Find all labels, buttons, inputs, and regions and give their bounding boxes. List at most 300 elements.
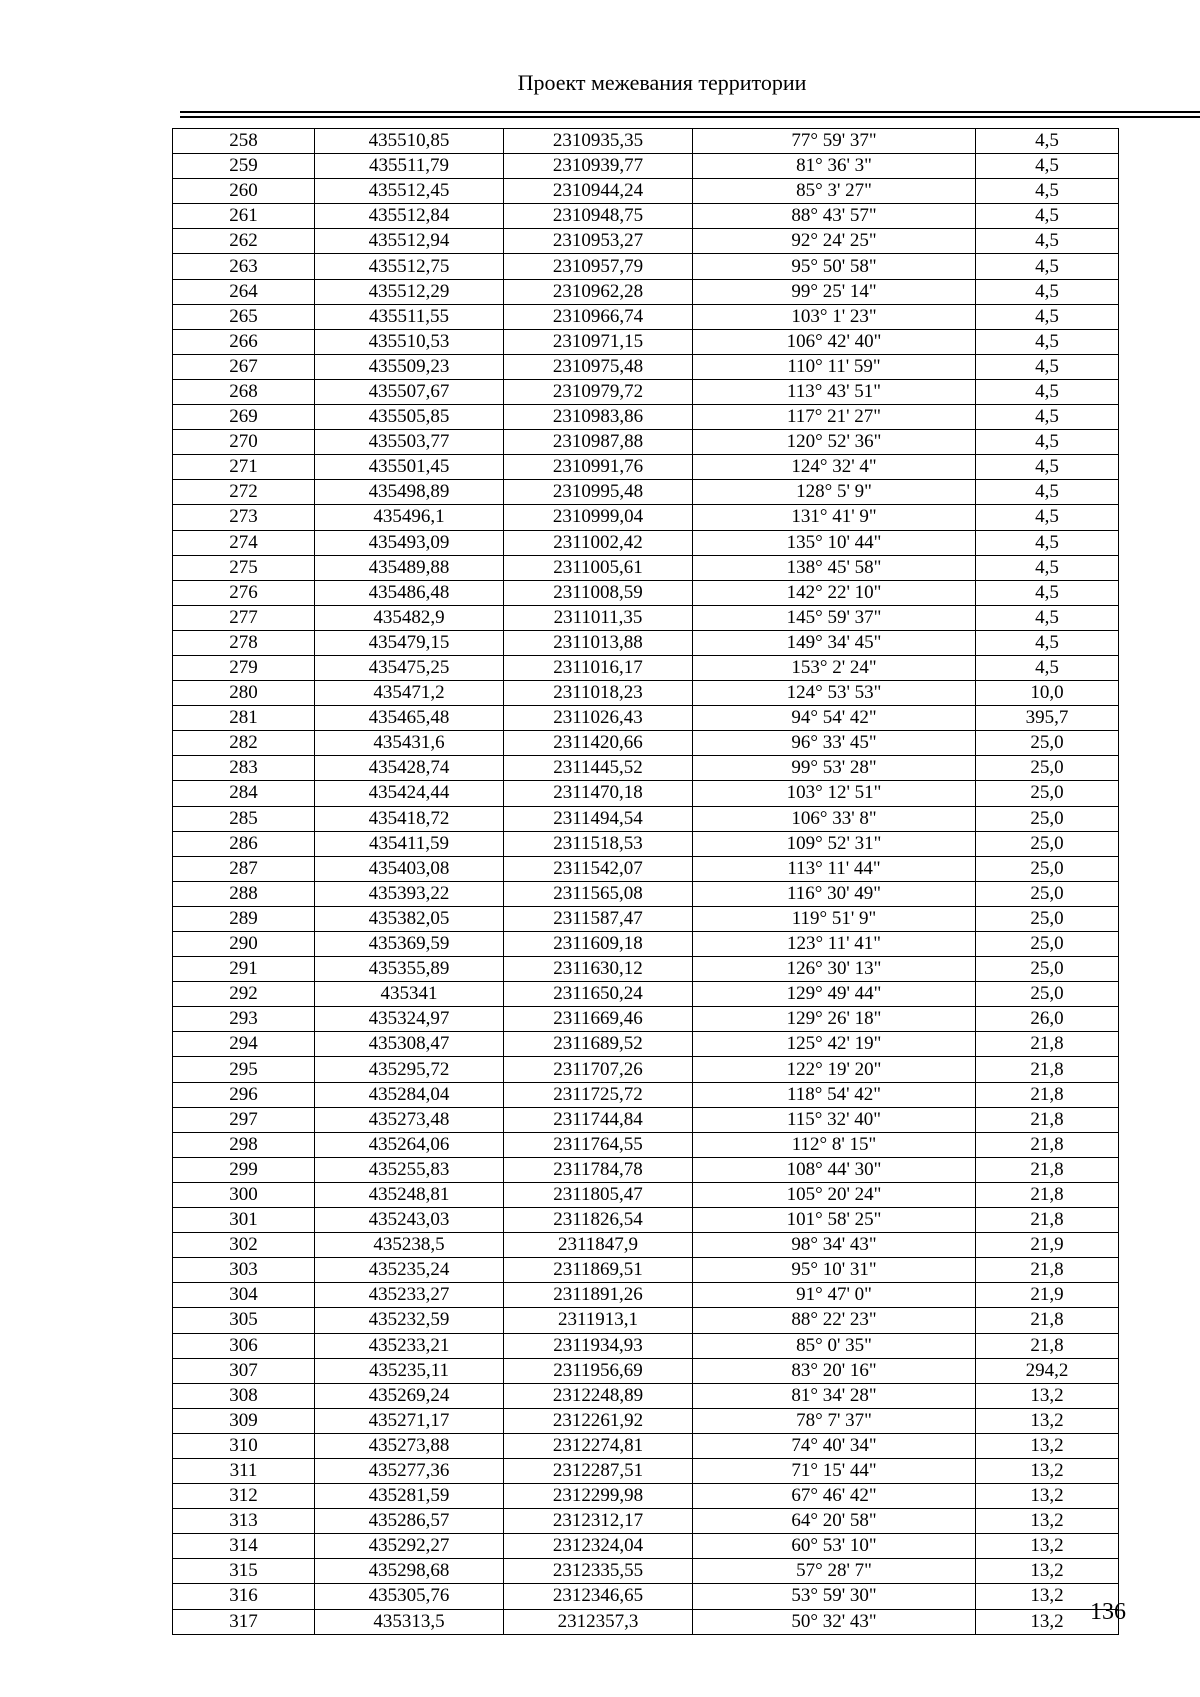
x-coordinate-cell: 435243,03 <box>315 1208 504 1233</box>
distance-cell: 13,2 <box>976 1408 1119 1433</box>
point-number-cell: 273 <box>173 505 315 530</box>
x-coordinate-cell: 435489,88 <box>315 555 504 580</box>
y-coordinate-cell: 2311764,55 <box>504 1132 693 1157</box>
distance-cell: 4,5 <box>976 279 1119 304</box>
table-row <box>173 681 1119 706</box>
distance-cell: 4,5 <box>976 530 1119 555</box>
table-row <box>173 1157 1119 1182</box>
point-number-cell: 282 <box>173 731 315 756</box>
direction-angle-cell: 153° 2' 24" <box>693 655 976 680</box>
table-row <box>173 129 1119 154</box>
direction-angle-cell: 50° 32' 43" <box>693 1609 976 1634</box>
distance-cell: 21,8 <box>976 1057 1119 1082</box>
coordinates-table-body <box>173 129 1119 1635</box>
header-rule-bottom <box>180 116 1200 118</box>
point-number-cell: 295 <box>173 1057 315 1082</box>
point-number-cell: 285 <box>173 806 315 831</box>
y-coordinate-cell: 2310995,48 <box>504 480 693 505</box>
point-number-cell: 267 <box>173 354 315 379</box>
point-number-cell: 281 <box>173 706 315 731</box>
table-row <box>173 1057 1119 1082</box>
point-number-cell: 306 <box>173 1333 315 1358</box>
point-number-cell: 265 <box>173 304 315 329</box>
y-coordinate-cell: 2311956,69 <box>504 1358 693 1383</box>
point-number-cell: 297 <box>173 1107 315 1132</box>
y-coordinate-cell: 2311470,18 <box>504 781 693 806</box>
distance-cell: 25,0 <box>976 906 1119 931</box>
direction-angle-cell: 98° 34' 43" <box>693 1233 976 1258</box>
distance-cell: 26,0 <box>976 1007 1119 1032</box>
x-coordinate-cell: 435507,67 <box>315 379 504 404</box>
direction-angle-cell: 71° 15' 44" <box>693 1458 976 1483</box>
x-coordinate-cell: 435233,21 <box>315 1333 504 1358</box>
direction-angle-cell: 103° 1' 23" <box>693 304 976 329</box>
direction-angle-cell: 109° 52' 31" <box>693 831 976 856</box>
x-coordinate-cell: 435428,74 <box>315 756 504 781</box>
point-number-cell: 315 <box>173 1559 315 1584</box>
table-row <box>173 706 1119 731</box>
direction-angle-cell: 119° 51' 9" <box>693 906 976 931</box>
distance-cell: 4,5 <box>976 605 1119 630</box>
x-coordinate-cell: 435355,89 <box>315 957 504 982</box>
direction-angle-cell: 105° 20' 24" <box>693 1182 976 1207</box>
y-coordinate-cell: 2311002,42 <box>504 530 693 555</box>
distance-cell: 13,2 <box>976 1383 1119 1408</box>
point-number-cell: 305 <box>173 1308 315 1333</box>
table-row <box>173 505 1119 530</box>
point-number-cell: 294 <box>173 1032 315 1057</box>
distance-cell: 25,0 <box>976 881 1119 906</box>
x-coordinate-cell: 435269,24 <box>315 1383 504 1408</box>
x-coordinate-cell: 435264,06 <box>315 1132 504 1157</box>
point-number-cell: 271 <box>173 455 315 480</box>
point-number-cell: 264 <box>173 279 315 304</box>
direction-angle-cell: 57° 28' 7" <box>693 1559 976 1584</box>
y-coordinate-cell: 2311669,46 <box>504 1007 693 1032</box>
y-coordinate-cell: 2311689,52 <box>504 1032 693 1057</box>
table-row <box>173 856 1119 881</box>
direction-angle-cell: 64° 20' 58" <box>693 1509 976 1534</box>
y-coordinate-cell: 2310939,77 <box>504 154 693 179</box>
point-number-cell: 292 <box>173 982 315 1007</box>
point-number-cell: 269 <box>173 405 315 430</box>
coordinates-table <box>172 128 1119 1635</box>
direction-angle-cell: 85° 3' 27" <box>693 179 976 204</box>
point-number-cell: 300 <box>173 1182 315 1207</box>
point-number-cell: 266 <box>173 329 315 354</box>
point-number-cell: 278 <box>173 630 315 655</box>
direction-angle-cell: 106° 42' 40" <box>693 329 976 354</box>
table-row <box>173 1233 1119 1258</box>
direction-angle-cell: 117° 21' 27" <box>693 405 976 430</box>
x-coordinate-cell: 435479,15 <box>315 630 504 655</box>
x-coordinate-cell: 435235,11 <box>315 1358 504 1383</box>
distance-cell: 25,0 <box>976 932 1119 957</box>
point-number-cell: 259 <box>173 154 315 179</box>
point-number-cell: 304 <box>173 1283 315 1308</box>
point-number-cell: 308 <box>173 1383 315 1408</box>
point-number-cell: 317 <box>173 1609 315 1634</box>
table-row <box>173 304 1119 329</box>
direction-angle-cell: 95° 50' 58" <box>693 254 976 279</box>
direction-angle-cell: 142° 22' 10" <box>693 580 976 605</box>
table-row <box>173 1458 1119 1483</box>
direction-angle-cell: 124° 32' 4" <box>693 455 976 480</box>
y-coordinate-cell: 2311725,72 <box>504 1082 693 1107</box>
y-coordinate-cell: 2310979,72 <box>504 379 693 404</box>
distance-cell: 13,2 <box>976 1534 1119 1559</box>
point-number-cell: 258 <box>173 129 315 154</box>
y-coordinate-cell: 2310987,88 <box>504 430 693 455</box>
x-coordinate-cell: 435431,6 <box>315 731 504 756</box>
x-coordinate-cell: 435509,23 <box>315 354 504 379</box>
x-coordinate-cell: 435292,27 <box>315 1534 504 1559</box>
x-coordinate-cell: 435393,22 <box>315 881 504 906</box>
distance-cell: 21,8 <box>976 1182 1119 1207</box>
direction-angle-cell: 81° 34' 28" <box>693 1383 976 1408</box>
table-row <box>173 254 1119 279</box>
table-row <box>173 1408 1119 1433</box>
direction-angle-cell: 92° 24' 25" <box>693 229 976 254</box>
point-number-cell: 261 <box>173 204 315 229</box>
y-coordinate-cell: 2311869,51 <box>504 1258 693 1283</box>
point-number-cell: 287 <box>173 856 315 881</box>
direction-angle-cell: 131° 41' 9" <box>693 505 976 530</box>
table-row <box>173 1032 1119 1057</box>
table-row <box>173 932 1119 957</box>
y-coordinate-cell: 2311784,78 <box>504 1157 693 1182</box>
y-coordinate-cell: 2311026,43 <box>504 706 693 731</box>
y-coordinate-cell: 2311013,88 <box>504 630 693 655</box>
point-number-cell: 314 <box>173 1534 315 1559</box>
direction-angle-cell: 126° 30' 13" <box>693 957 976 982</box>
y-coordinate-cell: 2311494,54 <box>504 806 693 831</box>
direction-angle-cell: 113° 43' 51" <box>693 379 976 404</box>
x-coordinate-cell: 435482,9 <box>315 605 504 630</box>
x-coordinate-cell: 435511,55 <box>315 304 504 329</box>
distance-cell: 4,5 <box>976 154 1119 179</box>
page-number: 136 <box>1090 1599 1126 1625</box>
y-coordinate-cell: 2312324,04 <box>504 1534 693 1559</box>
distance-cell: 21,8 <box>976 1032 1119 1057</box>
direction-angle-cell: 116° 30' 49" <box>693 881 976 906</box>
direction-angle-cell: 67° 46' 42" <box>693 1484 976 1509</box>
table-row <box>173 1559 1119 1584</box>
distance-cell: 4,5 <box>976 254 1119 279</box>
point-number-cell: 291 <box>173 957 315 982</box>
distance-cell: 25,0 <box>976 856 1119 881</box>
point-number-cell: 310 <box>173 1433 315 1458</box>
y-coordinate-cell: 2312287,51 <box>504 1458 693 1483</box>
point-number-cell: 263 <box>173 254 315 279</box>
distance-cell: 21,8 <box>976 1333 1119 1358</box>
x-coordinate-cell: 435512,45 <box>315 179 504 204</box>
table-row <box>173 580 1119 605</box>
table-row <box>173 1609 1119 1634</box>
x-coordinate-cell: 435498,89 <box>315 480 504 505</box>
distance-cell: 4,5 <box>976 379 1119 404</box>
table-row <box>173 1082 1119 1107</box>
distance-cell: 21,8 <box>976 1157 1119 1182</box>
point-number-cell: 275 <box>173 555 315 580</box>
direction-angle-cell: 122° 19' 20" <box>693 1057 976 1082</box>
table-row <box>173 1534 1119 1559</box>
direction-angle-cell: 123° 11' 41" <box>693 932 976 957</box>
distance-cell: 25,0 <box>976 806 1119 831</box>
distance-cell: 4,5 <box>976 204 1119 229</box>
x-coordinate-cell: 435411,59 <box>315 831 504 856</box>
x-coordinate-cell: 435512,75 <box>315 254 504 279</box>
point-number-cell: 289 <box>173 906 315 931</box>
y-coordinate-cell: 2312357,3 <box>504 1609 693 1634</box>
x-coordinate-cell: 435496,1 <box>315 505 504 530</box>
distance-cell: 25,0 <box>976 781 1119 806</box>
table-row <box>173 154 1119 179</box>
table-row <box>173 1258 1119 1283</box>
y-coordinate-cell: 2311565,08 <box>504 881 693 906</box>
x-coordinate-cell: 435475,25 <box>315 655 504 680</box>
table-row <box>173 1208 1119 1233</box>
point-number-cell: 307 <box>173 1358 315 1383</box>
y-coordinate-cell: 2310999,04 <box>504 505 693 530</box>
table-row <box>173 605 1119 630</box>
x-coordinate-cell: 435273,88 <box>315 1433 504 1458</box>
table-row <box>173 430 1119 455</box>
x-coordinate-cell: 435465,48 <box>315 706 504 731</box>
direction-angle-cell: 78° 7' 37" <box>693 1408 976 1433</box>
point-number-cell: 283 <box>173 756 315 781</box>
distance-cell: 4,5 <box>976 555 1119 580</box>
point-number-cell: 276 <box>173 580 315 605</box>
y-coordinate-cell: 2311542,07 <box>504 856 693 881</box>
x-coordinate-cell: 435324,97 <box>315 1007 504 1032</box>
y-coordinate-cell: 2311518,53 <box>504 831 693 856</box>
point-number-cell: 309 <box>173 1408 315 1433</box>
direction-angle-cell: 103° 12' 51" <box>693 781 976 806</box>
direction-angle-cell: 118° 54' 42" <box>693 1082 976 1107</box>
x-coordinate-cell: 435510,53 <box>315 329 504 354</box>
x-coordinate-cell: 435511,79 <box>315 154 504 179</box>
point-number-cell: 262 <box>173 229 315 254</box>
distance-cell: 4,5 <box>976 405 1119 430</box>
point-number-cell: 260 <box>173 179 315 204</box>
x-coordinate-cell: 435305,76 <box>315 1584 504 1609</box>
x-coordinate-cell: 435512,94 <box>315 229 504 254</box>
y-coordinate-cell: 2311609,18 <box>504 932 693 957</box>
x-coordinate-cell: 435238,5 <box>315 1233 504 1258</box>
x-coordinate-cell: 435284,04 <box>315 1082 504 1107</box>
x-coordinate-cell: 435382,05 <box>315 906 504 931</box>
x-coordinate-cell: 435341 <box>315 982 504 1007</box>
distance-cell: 13,2 <box>976 1609 1119 1634</box>
point-number-cell: 296 <box>173 1082 315 1107</box>
y-coordinate-cell: 2311913,1 <box>504 1308 693 1333</box>
distance-cell: 13,2 <box>976 1509 1119 1534</box>
distance-cell: 4,5 <box>976 229 1119 254</box>
y-coordinate-cell: 2311005,61 <box>504 555 693 580</box>
y-coordinate-cell: 2310971,15 <box>504 329 693 354</box>
table-row <box>173 480 1119 505</box>
x-coordinate-cell: 435471,2 <box>315 681 504 706</box>
table-row <box>173 1132 1119 1157</box>
table-row <box>173 1107 1119 1132</box>
y-coordinate-cell: 2312248,89 <box>504 1383 693 1408</box>
direction-angle-cell: 115° 32' 40" <box>693 1107 976 1132</box>
y-coordinate-cell: 2311934,93 <box>504 1333 693 1358</box>
direction-angle-cell: 129° 49' 44" <box>693 982 976 1007</box>
y-coordinate-cell: 2310944,24 <box>504 179 693 204</box>
table-row <box>173 1308 1119 1333</box>
table-row <box>173 1182 1119 1207</box>
point-number-cell: 293 <box>173 1007 315 1032</box>
direction-angle-cell: 99° 25' 14" <box>693 279 976 304</box>
distance-cell: 25,0 <box>976 982 1119 1007</box>
table-row <box>173 455 1119 480</box>
table-row <box>173 204 1119 229</box>
direction-angle-cell: 113° 11' 44" <box>693 856 976 881</box>
direction-angle-cell: 94° 54' 42" <box>693 706 976 731</box>
point-number-cell: 274 <box>173 530 315 555</box>
direction-angle-cell: 77° 59' 37" <box>693 129 976 154</box>
direction-angle-cell: 106° 33' 8" <box>693 806 976 831</box>
distance-cell: 13,2 <box>976 1559 1119 1584</box>
distance-cell: 4,5 <box>976 179 1119 204</box>
y-coordinate-cell: 2310983,86 <box>504 405 693 430</box>
y-coordinate-cell: 2311008,59 <box>504 580 693 605</box>
x-coordinate-cell: 435503,77 <box>315 430 504 455</box>
distance-cell: 4,5 <box>976 480 1119 505</box>
table-row <box>173 831 1119 856</box>
direction-angle-cell: 112° 8' 15" <box>693 1132 976 1157</box>
x-coordinate-cell: 435403,08 <box>315 856 504 881</box>
distance-cell: 21,8 <box>976 1258 1119 1283</box>
y-coordinate-cell: 2311805,47 <box>504 1182 693 1207</box>
point-number-cell: 298 <box>173 1132 315 1157</box>
distance-cell: 13,2 <box>976 1458 1119 1483</box>
point-number-cell: 280 <box>173 681 315 706</box>
y-coordinate-cell: 2310991,76 <box>504 455 693 480</box>
table-row <box>173 731 1119 756</box>
distance-cell: 4,5 <box>976 304 1119 329</box>
direction-angle-cell: 149° 34' 45" <box>693 630 976 655</box>
table-row <box>173 1509 1119 1534</box>
distance-cell: 21,9 <box>976 1283 1119 1308</box>
point-number-cell: 299 <box>173 1157 315 1182</box>
point-number-cell: 270 <box>173 430 315 455</box>
y-coordinate-cell: 2310948,75 <box>504 204 693 229</box>
y-coordinate-cell: 2312274,81 <box>504 1433 693 1458</box>
x-coordinate-cell: 435512,29 <box>315 279 504 304</box>
direction-angle-cell: 96° 33' 45" <box>693 731 976 756</box>
direction-angle-cell: 81° 36' 3" <box>693 154 976 179</box>
y-coordinate-cell: 2311445,52 <box>504 756 693 781</box>
y-coordinate-cell: 2311707,26 <box>504 1057 693 1082</box>
y-coordinate-cell: 2311744,84 <box>504 1107 693 1132</box>
table-row <box>173 655 1119 680</box>
x-coordinate-cell: 435501,45 <box>315 455 504 480</box>
distance-cell: 21,9 <box>976 1233 1119 1258</box>
table-row <box>173 881 1119 906</box>
table-row <box>173 957 1119 982</box>
table-row <box>173 1383 1119 1408</box>
table-row <box>173 379 1119 404</box>
y-coordinate-cell: 2312312,17 <box>504 1509 693 1534</box>
direction-angle-cell: 99° 53' 28" <box>693 756 976 781</box>
direction-angle-cell: 83° 20' 16" <box>693 1358 976 1383</box>
direction-angle-cell: 60° 53' 10" <box>693 1534 976 1559</box>
x-coordinate-cell: 435313,5 <box>315 1609 504 1634</box>
x-coordinate-cell: 435273,48 <box>315 1107 504 1132</box>
y-coordinate-cell: 2311847,9 <box>504 1233 693 1258</box>
x-coordinate-cell: 435510,85 <box>315 129 504 154</box>
x-coordinate-cell: 435486,48 <box>315 580 504 605</box>
x-coordinate-cell: 435286,57 <box>315 1509 504 1534</box>
table-row <box>173 906 1119 931</box>
header-rule-top <box>180 111 1200 113</box>
distance-cell: 25,0 <box>976 957 1119 982</box>
table-row <box>173 179 1119 204</box>
y-coordinate-cell: 2310957,79 <box>504 254 693 279</box>
x-coordinate-cell: 435277,36 <box>315 1458 504 1483</box>
x-coordinate-cell: 435308,47 <box>315 1032 504 1057</box>
distance-cell: 4,5 <box>976 455 1119 480</box>
x-coordinate-cell: 435369,59 <box>315 932 504 957</box>
x-coordinate-cell: 435271,17 <box>315 1408 504 1433</box>
point-number-cell: 279 <box>173 655 315 680</box>
direction-angle-cell: 125° 42' 19" <box>693 1032 976 1057</box>
table-row <box>173 530 1119 555</box>
direction-angle-cell: 124° 53' 53" <box>693 681 976 706</box>
point-number-cell: 312 <box>173 1484 315 1509</box>
distance-cell: 4,5 <box>976 329 1119 354</box>
point-number-cell: 301 <box>173 1208 315 1233</box>
y-coordinate-cell: 2311587,47 <box>504 906 693 931</box>
distance-cell: 21,8 <box>976 1308 1119 1333</box>
table-row <box>173 229 1119 254</box>
point-number-cell: 313 <box>173 1509 315 1534</box>
table-row <box>173 781 1119 806</box>
point-number-cell: 286 <box>173 831 315 856</box>
direction-angle-cell: 95° 10' 31" <box>693 1258 976 1283</box>
x-coordinate-cell: 435424,44 <box>315 781 504 806</box>
y-coordinate-cell: 2312346,65 <box>504 1584 693 1609</box>
point-number-cell: 290 <box>173 932 315 957</box>
y-coordinate-cell: 2311016,17 <box>504 655 693 680</box>
direction-angle-cell: 53° 59' 30" <box>693 1584 976 1609</box>
distance-cell: 21,8 <box>976 1107 1119 1132</box>
table-row <box>173 756 1119 781</box>
x-coordinate-cell: 435255,83 <box>315 1157 504 1182</box>
y-coordinate-cell: 2311826,54 <box>504 1208 693 1233</box>
y-coordinate-cell: 2310975,48 <box>504 354 693 379</box>
distance-cell: 13,2 <box>976 1584 1119 1609</box>
distance-cell: 294,2 <box>976 1358 1119 1383</box>
table-row <box>173 1484 1119 1509</box>
direction-angle-cell: 108° 44' 30" <box>693 1157 976 1182</box>
distance-cell: 4,5 <box>976 354 1119 379</box>
distance-cell: 13,2 <box>976 1484 1119 1509</box>
distance-cell: 13,2 <box>976 1433 1119 1458</box>
distance-cell: 4,5 <box>976 430 1119 455</box>
point-number-cell: 272 <box>173 480 315 505</box>
table-row <box>173 329 1119 354</box>
y-coordinate-cell: 2312335,55 <box>504 1559 693 1584</box>
distance-cell: 4,5 <box>976 655 1119 680</box>
y-coordinate-cell: 2310935,35 <box>504 129 693 154</box>
direction-angle-cell: 135° 10' 44" <box>693 530 976 555</box>
point-number-cell: 288 <box>173 881 315 906</box>
y-coordinate-cell: 2311420,66 <box>504 731 693 756</box>
